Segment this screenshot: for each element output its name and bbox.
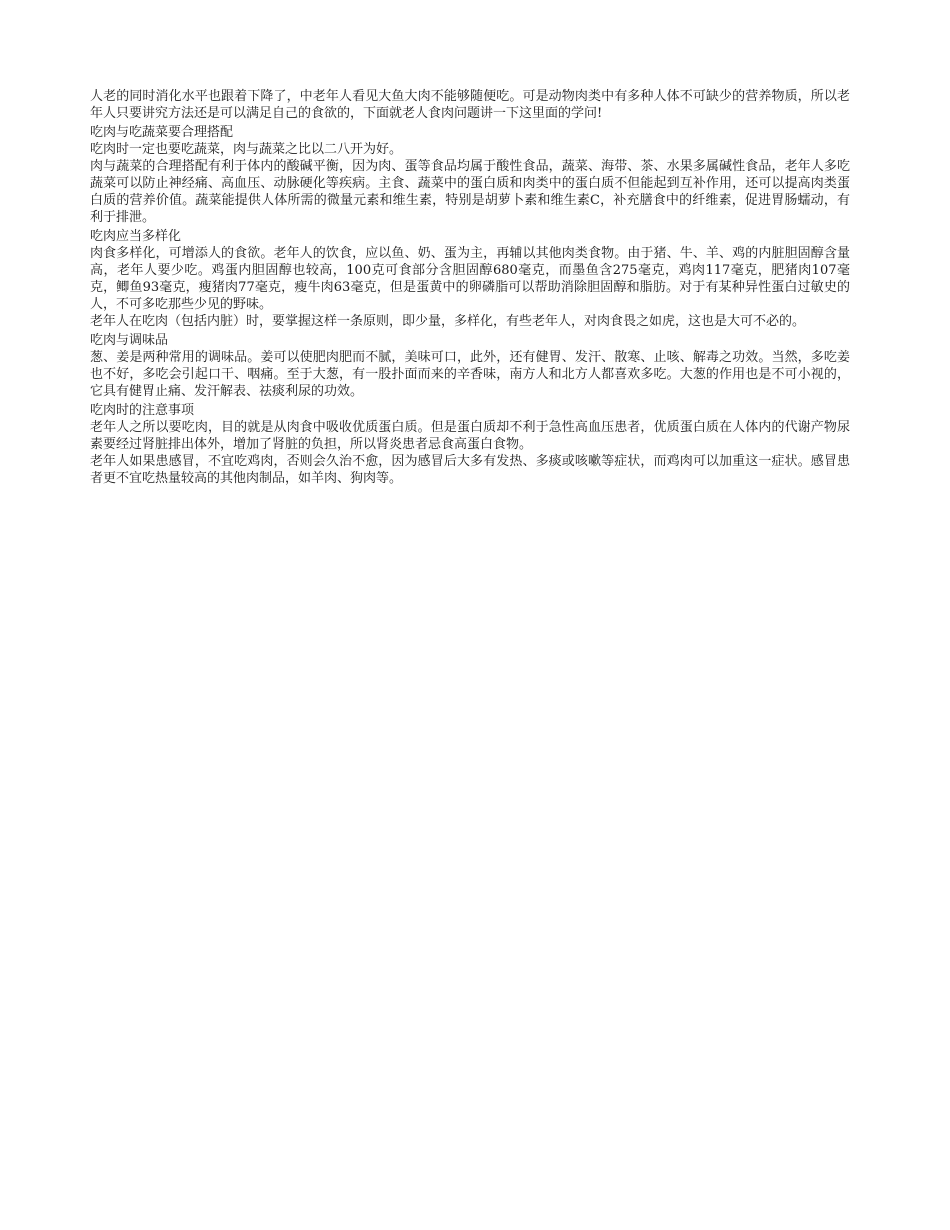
paragraph: 吃肉时一定也要吃蔬菜，肉与蔬菜之比以二八开为好。 xyxy=(90,142,403,157)
paragraph: 老年人如果患感冒，不宜吃鸡肉，否则会久治不愈，因为感冒后大多有发热、多痰或咳嗽等症状，而鸡肉可以加重这一症状。感冒患者更不宜吃热量较高的其他肉制品，如羊肉、狗肉等。 xyxy=(90,454,850,486)
section-heading-precautions: 吃肉时的注意事项 xyxy=(90,403,195,418)
paragraph: 老年人在吃肉（包括内脏）时，要掌握这样一条原则，即少量，多样化，有些老年人，对肉食畏之如虎，这也是大可不必的。 xyxy=(90,314,806,329)
paragraph: 葱、姜是两种常用的调味品。姜可以使肥肉肥而不腻，美味可口，此外，还有健胃、发汗、散寒、止咳、解毒之功效。当然，多吃姜也不好，多吃会引起口干、咽痛。至于大葱，有一股扑面而来的辛香味，南方人和北方人都喜欢多吃。大葱的作用也是不可小视的，它具有健胃止痛、发汗解表、祛痰利尿的功效。 xyxy=(90,350,850,399)
intro-paragraph: 人老的同时消化水平也跟着下降了，中老年人看见大鱼大肉不能够随便吃。可是动物肉类中有多种人体不可缺少的营养物质，所以老年人只要讲究方法还是可以满足自己的食欲的，下面就老人食肉问题讲一下这里面的学问! xyxy=(90,89,850,121)
section-heading-vegetables: 吃肉与吃蔬菜要合理搭配 xyxy=(90,125,234,140)
paragraph: 老年人之所以要吃肉，目的就是从肉食中吸收优质蛋白质。但是蛋白质却不利于急性高血压患者，优质蛋白质在人体内的代谢产物尿素要经过肾脏排出体外，增加了肾脏的负担，所以肾炎患者忌食高蛋白食物。 xyxy=(90,420,850,452)
article-body xyxy=(90,88,850,487)
section-heading-variety: 吃肉应当多样化 xyxy=(90,229,182,244)
paragraph: 肉食多样化，可增添人的食欲。老年人的饮食，应以鱼、奶、蛋为主，再辅以其他肉类食物。由于猪、牛、羊、鸡的内脏胆固醇含量高，老年人要少吃。鸡蛋内胆固醇也较高，100克可食部分含胆固醇680毫克，而墨鱼含275毫克，鸡肉117毫克，肥猪肉107毫克，鲫鱼93毫克，瘦猪肉77毫克，瘦牛肉63毫克，但是蛋黄中的卵磷脂可以帮助消除胆固醇和脂肪。对于有某种异性蛋白过敏史的人，不可多吃那些少见的野味。 xyxy=(90,246,850,312)
paragraph: 肉与蔬菜的合理搭配有利于体内的酸碱平衡，因为肉、蛋等食品均属于酸性食品，蔬菜、海带、茶、水果多属碱性食品，老年人多吃蔬菜可以防止神经痛、高血压、动脉硬化等疾病。主食、蔬菜中的蛋白质和肉类中的蛋白质不但能起到互补作用，还可以提高肉类蛋白质的营养价值。蔬菜能提供人体所需的微量元素和维生素，特别是胡萝卜素和维生素C，补充膳食中的纤维素，促进胃肠蠕动，有利于排泄。 xyxy=(90,159,850,225)
section-heading-seasoning: 吃肉与调味品 xyxy=(90,333,169,348)
